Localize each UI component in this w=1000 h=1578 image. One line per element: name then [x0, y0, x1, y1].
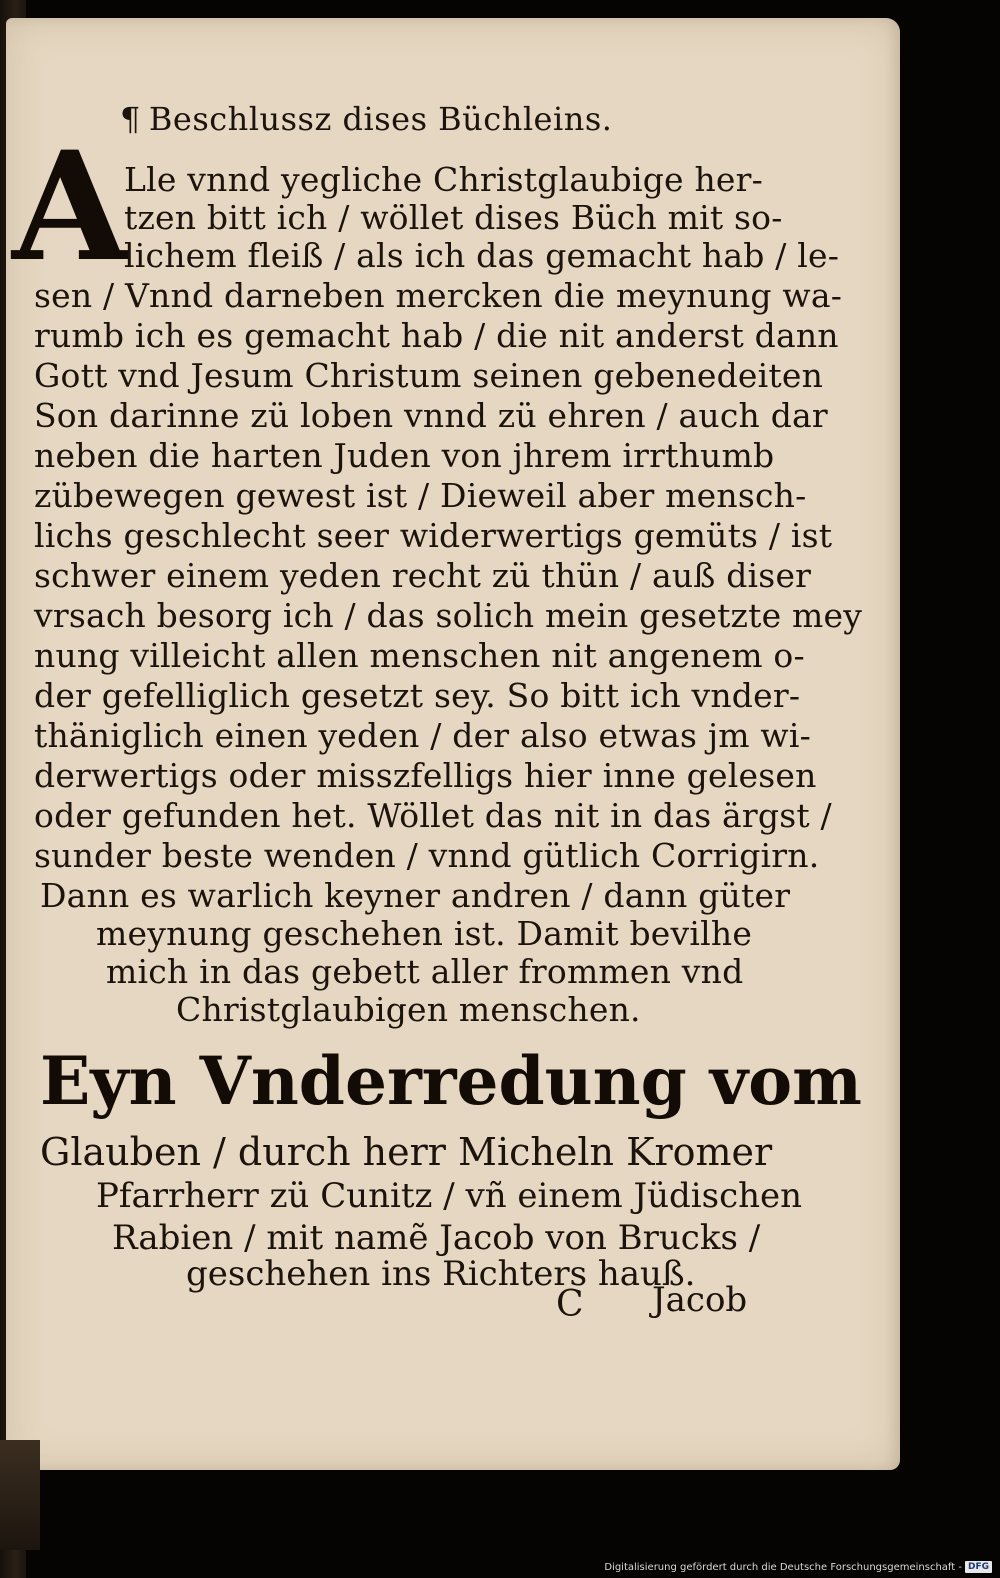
catchword: Jacob [652, 1280, 748, 1320]
body-line: sen / Vnnd darneben mercken die meynung wa- [34, 276, 843, 315]
treatise-title: Eyn Vnderredung vom [40, 1042, 862, 1120]
section-heading-text: Beschlussz dises Büchleins. [148, 100, 613, 138]
body-line: der gefelliglich gesetzt sey. So bitt ich vnder- [34, 676, 801, 715]
body-line: oder gefunden het. Wöllet das nit in das ärgst / [34, 796, 832, 835]
body-line: Lle vnnd yegliche Christglaubige her- [124, 160, 763, 199]
pilcrow-mark: ¶ [120, 100, 141, 138]
credit-text: Digitalisierung gefördert durch die Deutsche Forschungsgemeinschaft - [604, 1561, 962, 1573]
body-line: vrsach besorg ich / das solich mein gesetzte mey [34, 596, 863, 635]
body-line: rumb ich es gemacht hab / die nit anderst dann [34, 316, 839, 355]
body-line: derwertigs oder misszfelligs hier inne gelesen [34, 756, 817, 795]
title-subline: geschehen ins Richters hauß. [186, 1254, 696, 1294]
body-line: Son darinne zü loben vnnd zü ehren / auch dar [34, 396, 828, 435]
dfg-logo: DFG [965, 1561, 992, 1573]
body-line: Gott vnd Jesum Christum seinen gebenedeiten [34, 356, 824, 395]
signature-mark: C [556, 1284, 584, 1325]
body-line: Christglaubigen menschen. [176, 990, 641, 1029]
body-line: mich in das gebett aller frommen vnd [106, 952, 744, 991]
body-line: lichem fleiß / als ich das gemacht hab / le- [124, 236, 840, 275]
body-line: Dann es warlich keyner andren / dann güter [40, 876, 791, 915]
body-line: tzen bitt ich / wöllet dises Büch mit so- [124, 198, 783, 237]
body-line: nung villeicht allen menschen nit angenem o- [34, 636, 805, 675]
body-line: thäniglich einen yeden / der also etwas jm wi- [34, 716, 811, 755]
title-subline: Rabien / mit namẽ Jacob von Brucks / [112, 1218, 761, 1258]
page-edge-shadow [0, 1440, 40, 1550]
body-line: meynung geschehen ist. Damit bevilhe [96, 914, 753, 953]
section-heading [120, 100, 612, 138]
decorated-initial: A [12, 119, 129, 295]
body-line: lichs geschlecht seer widerwertigs gemüts / ist [34, 516, 833, 555]
digitization-credit [604, 1560, 992, 1574]
body-line: sunder beste wenden / vnnd gütlich Corrigirn. [34, 836, 820, 875]
body-line: zübewegen gewest ist / Dieweil aber mensch- [34, 476, 807, 515]
title-subline: Pfarrherr zü Cunitz / vñ einem Jüdischen [96, 1176, 803, 1216]
title-subline: Glauben / durch herr Micheln Kromer [40, 1130, 773, 1174]
body-line: schwer einem yeden recht zü thün / auß diser [34, 556, 812, 595]
body-line: neben die harten Juden von jhrem irrthumb [34, 436, 775, 475]
